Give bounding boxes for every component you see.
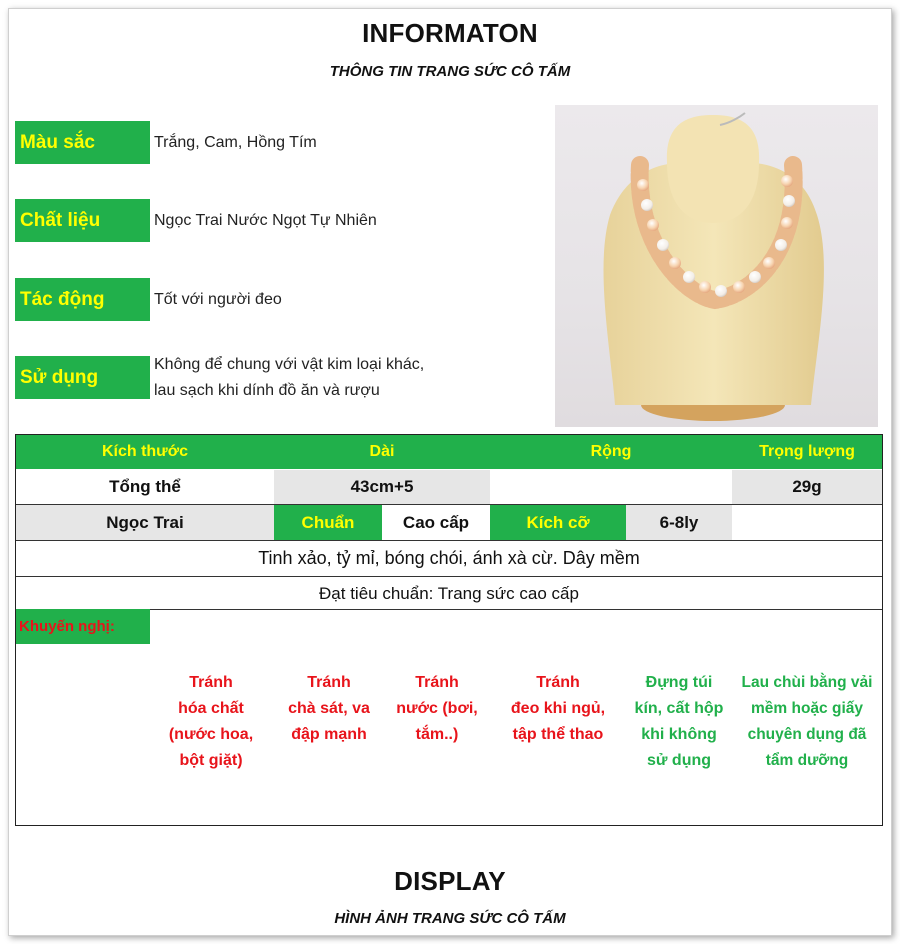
attr-label-color: Màu sắc xyxy=(15,121,150,164)
spec-table xyxy=(15,434,883,826)
display-subtitle: HÌNH ẢNH TRANG SỨC CÔ TẤM xyxy=(334,910,566,927)
attr-value-effect: Tốt với người đeo xyxy=(154,291,282,308)
row-pearl-size-label: Kích cỡ xyxy=(490,505,626,540)
row-overall-label: Tổng thể xyxy=(109,477,181,496)
info-title: INFORMATON xyxy=(362,18,538,48)
attr-label-effect: Tác động xyxy=(15,278,150,321)
display-title: DISPLAY xyxy=(394,866,506,896)
row-pearl-standard-value: Cao cấp xyxy=(402,512,470,532)
info-subtitle: THÔNG TIN TRANG SỨC CÔ TẤM xyxy=(329,63,571,80)
row-overall-width xyxy=(490,470,732,504)
row-pearl-standard-label: Chuẩn xyxy=(274,505,382,540)
header-size: Kích thước xyxy=(16,435,274,469)
header-width: Rộng xyxy=(490,435,732,469)
recommendation-chemicals: Tránh hóa chất (nước hoa, bột giặt) xyxy=(168,674,254,769)
row-overall-weight: 29g xyxy=(732,470,882,504)
header-weight: Trọng lượng xyxy=(732,435,882,469)
row-pearl-label: Ngọc Trai xyxy=(16,505,274,540)
attr-value-usage xyxy=(154,352,424,404)
recommendation-storage: Đựng túi kín, cất hộp khi không sử dụng xyxy=(634,674,724,769)
row-overall-length: 43cm+5 xyxy=(274,470,490,504)
recommendation-impact: Tránh chà sát, va đập mạnh xyxy=(288,674,370,743)
usage-line-1: Không để chung với vật kim loại khác, xyxy=(154,356,425,373)
description-quality: Tinh xảo, tỷ mỉ, bóng chói, ánh xà cừ. Dây mềm xyxy=(258,548,640,568)
row-pearl-empty xyxy=(732,505,882,540)
recommendation-water: Tránh nước (bơi, tắm..) xyxy=(396,674,478,743)
recommendation-sleep-sport: Tránh đeo khi ngủ, tập thể thao xyxy=(510,674,606,743)
recommend-label: Khuyến nghị: xyxy=(16,609,150,644)
row-pearl-size-value: 6-8ly xyxy=(626,505,732,540)
attr-label-material: Chất liệu xyxy=(15,199,150,242)
attr-label-usage: Sử dụng xyxy=(15,356,150,399)
header-length: Dài xyxy=(274,435,490,469)
necklace-on-bust-image xyxy=(555,105,878,427)
description-standard: Đạt tiêu chuẩn: Trang sức cao cấp xyxy=(319,583,579,603)
usage-line-2: lau sạch khi dính đồ ăn và rượu xyxy=(154,382,380,399)
attr-value-color: Trắng, Cam, Hồng Tím xyxy=(154,134,317,151)
recommendation-cleaning: Lau chùi bằng vải mềm hoặc giấy chuyên dụng đã tẩm dưỡng xyxy=(741,674,873,769)
attr-value-material: Ngọc Trai Nước Ngọt Tự Nhiên xyxy=(154,212,377,229)
product-photo xyxy=(555,105,878,427)
